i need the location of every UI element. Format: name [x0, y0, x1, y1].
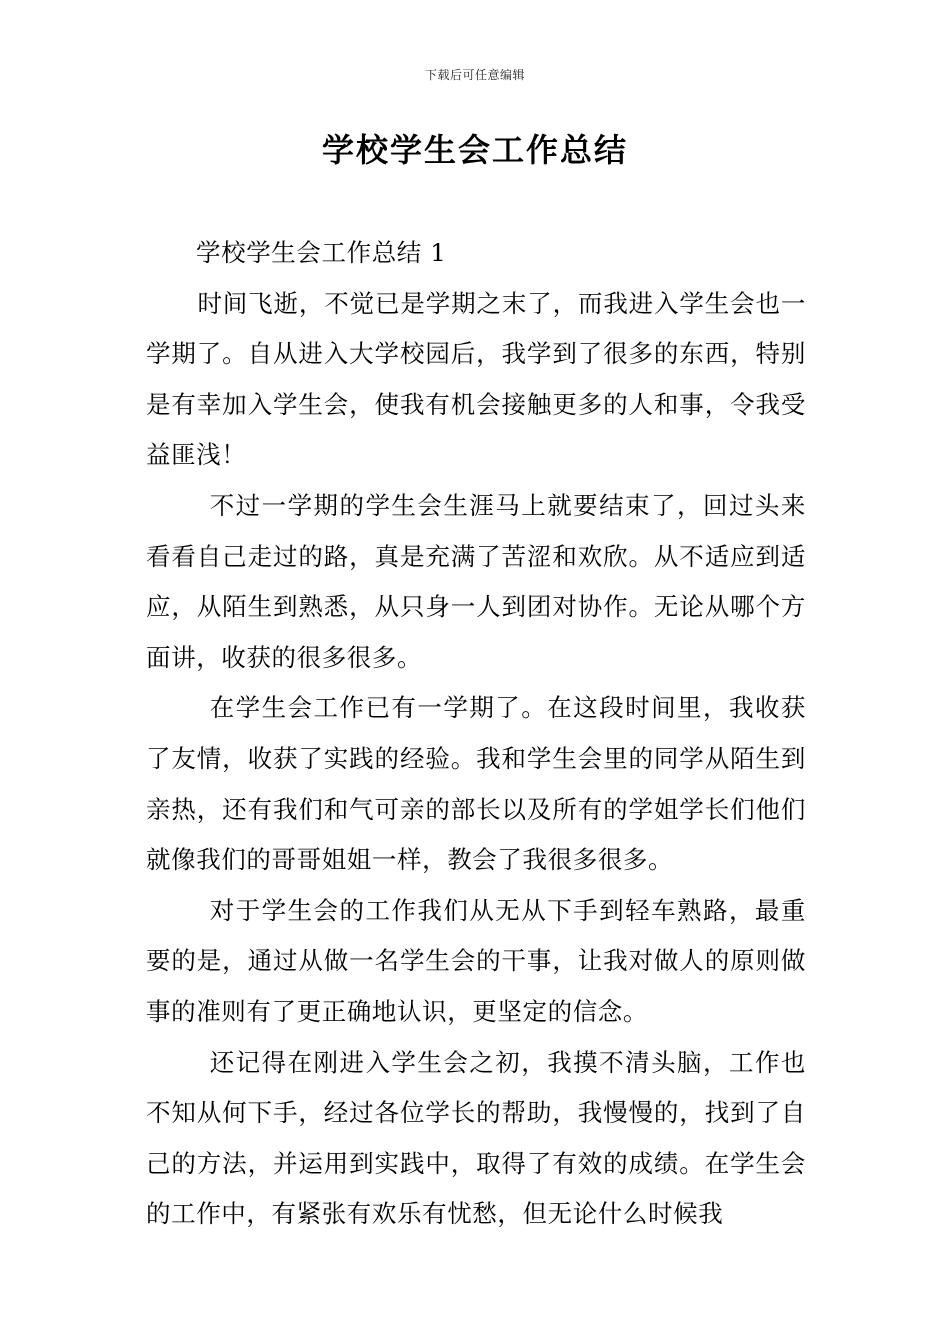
paragraph-5: 还记得在刚进入学生会之初，我摸不清头脑，工作也不知从何下手，经过各位学长的帮助，我慢慢的，找到了自己的方法，并运用到实践中，取得了有效的成绩。在学生会的工作中，有紧张有欢乐有忧愁，但无论什么时候我	[146, 1047, 806, 1229]
section-subtitle: 学校学生会工作总结 1	[196, 238, 447, 267]
header-note: 下载后可任意编辑	[424, 68, 525, 82]
paragraph-4: 对于学生会的工作我们从无从下手到轻车熟路，最重要的是，通过从做一名学生会的干事，让我对做人的原则做事的准则有了更正确地认识，更坚定的信念。	[146, 895, 806, 1026]
paragraph-2: 不过一学期的学生会生涯马上就要结束了，回过头来看看自己走过的路，真是充满了苦涩和欢欣。从不适应到适应，从陌生到熟悉，从只身一人到团对协作。无论从哪个方面讲，收获的很多很多。	[146, 490, 806, 672]
paragraph-1: 时间飞逝，不觉已是学期之末了，而我进入学生会也一学期了。自从进入大学校园后，我学到了很多的东西，特别是有幸加入学生会，使我有机会接触更多的人和事，令我受益匪浅！	[146, 288, 806, 470]
document-title: 学校学生会工作总结	[321, 131, 628, 169]
paragraph-3: 在学生会工作已有一学期了。在这段时间里，我收获了友情，收获了实践的经验。我和学生会里的同学从陌生到亲热，还有我们和气可亲的部长以及所有的学姐学长们他们就像我们的哥哥姐姐一样，教会了我很多很多。	[146, 693, 806, 875]
document-body	[146, 228, 806, 1240]
